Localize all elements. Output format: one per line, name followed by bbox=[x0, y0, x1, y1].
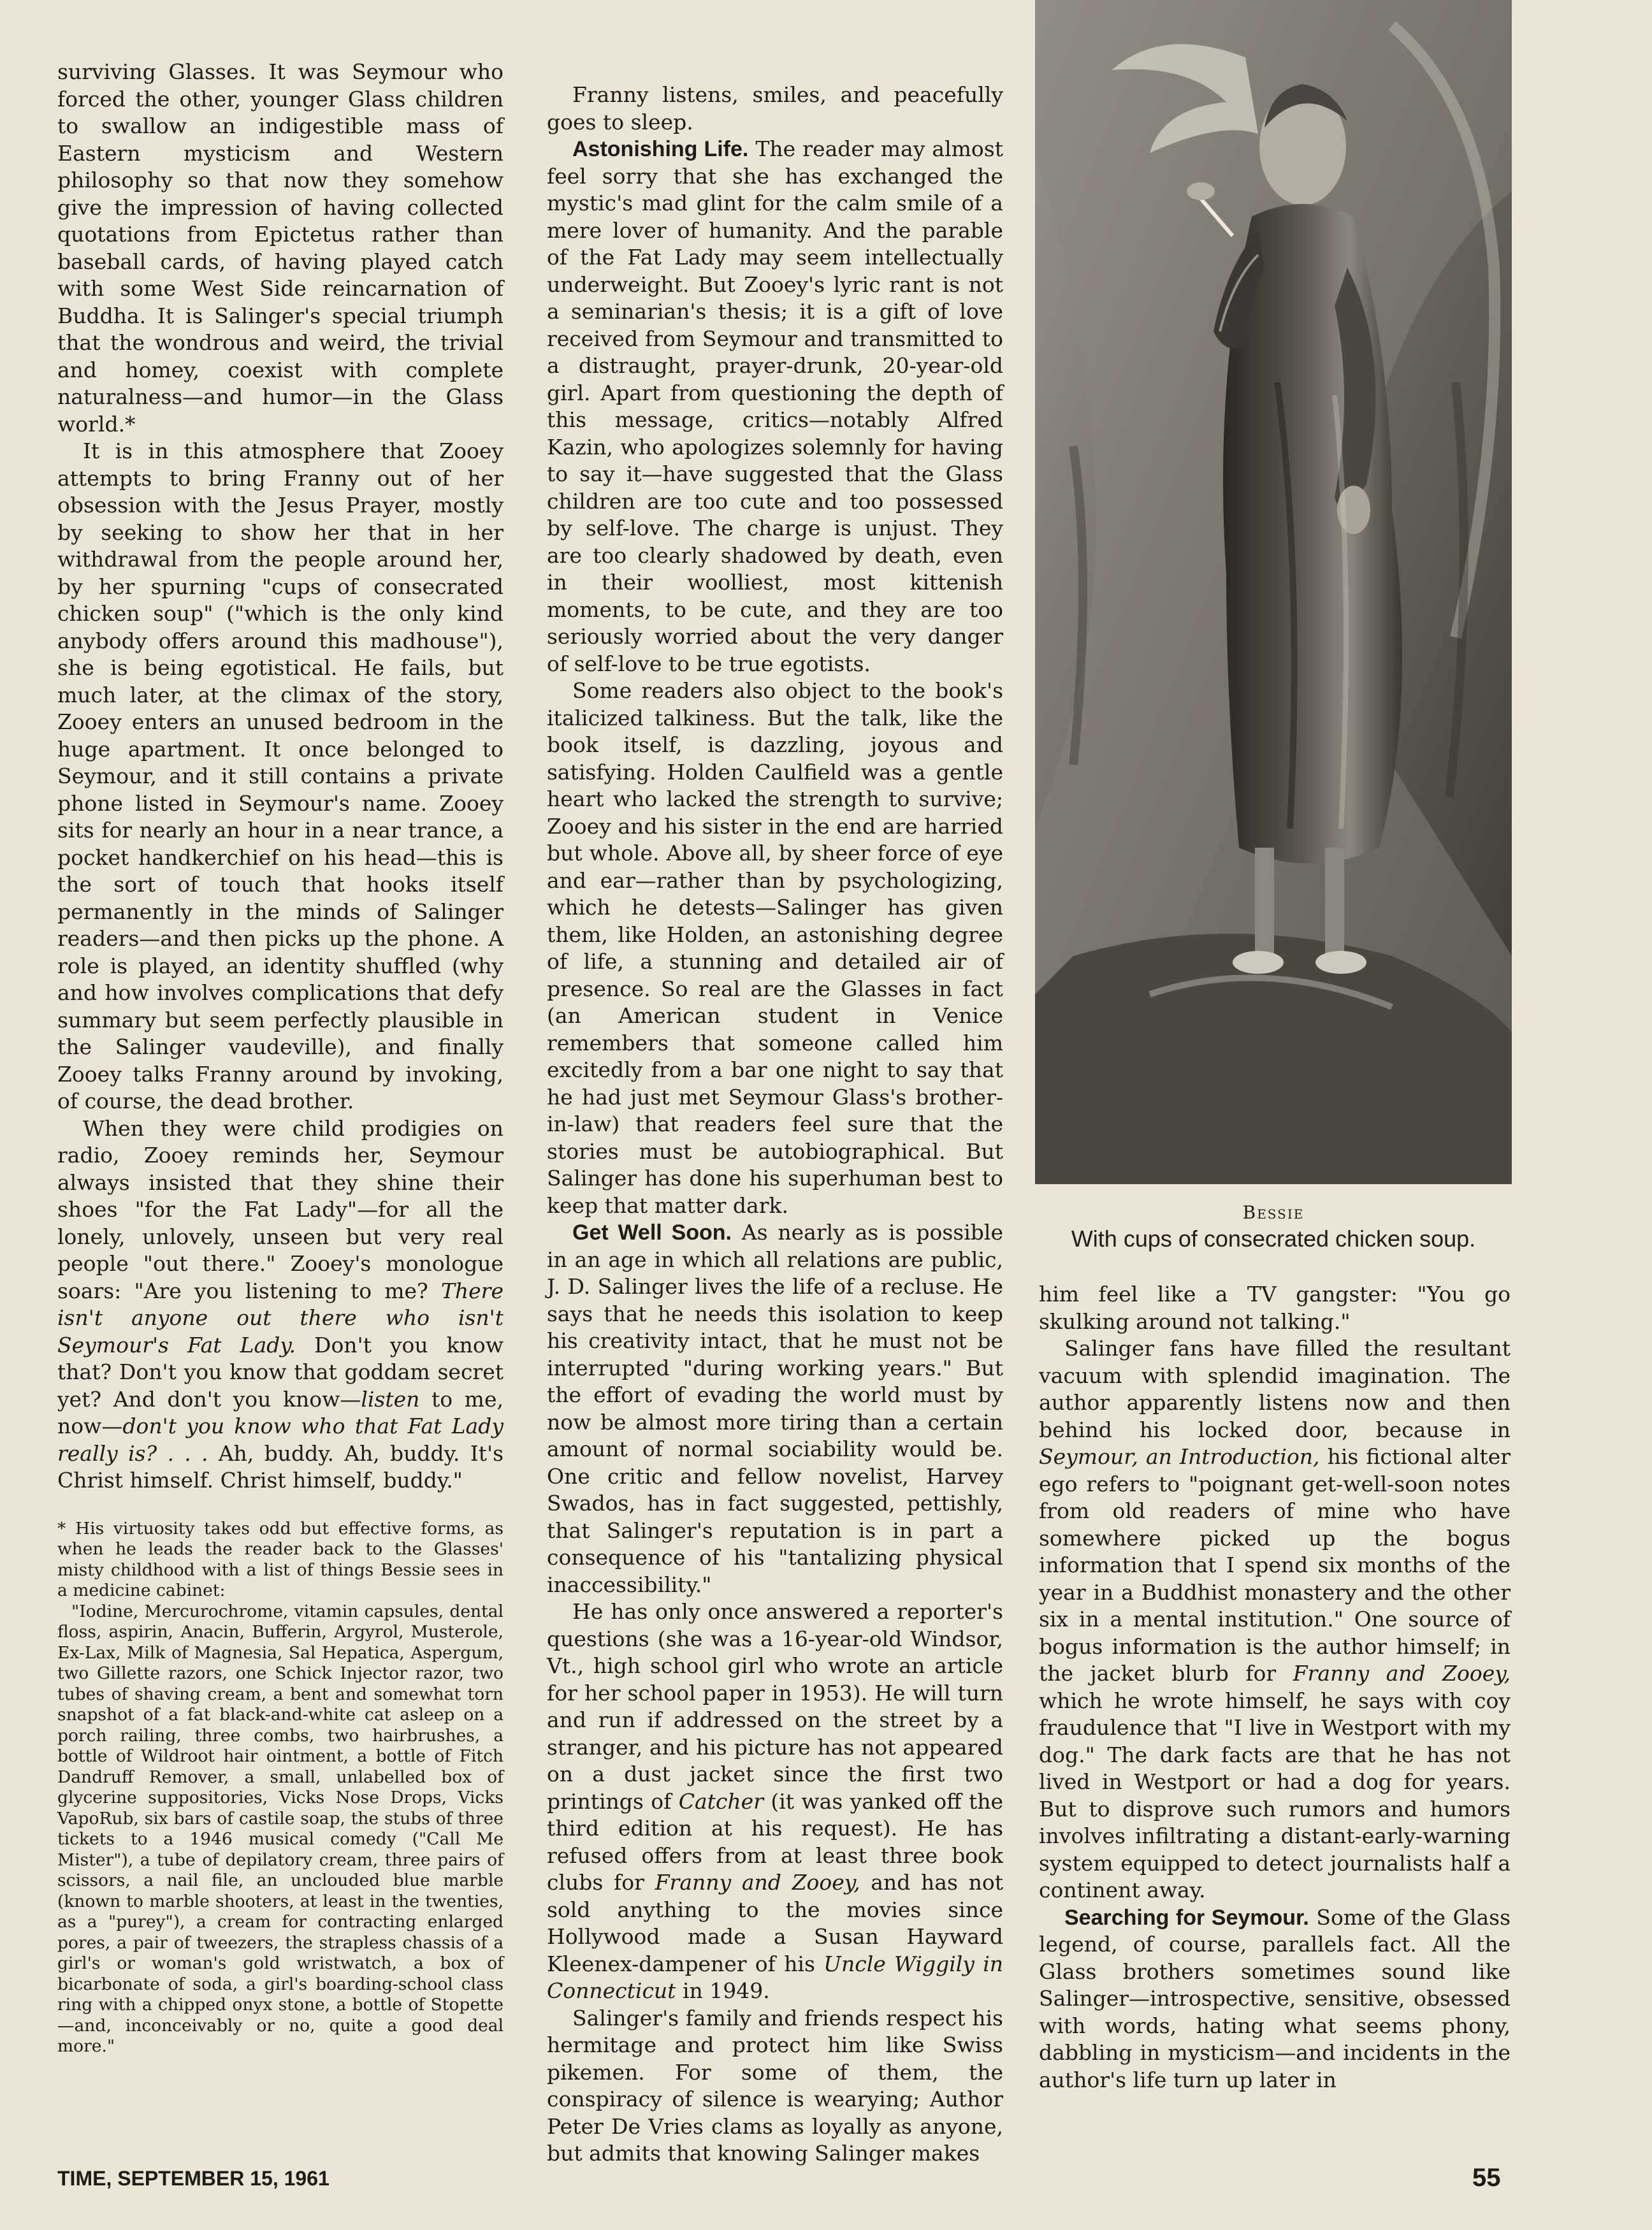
paragraph: him feel like a TV gangster: "You go skulking around not talking." bbox=[1039, 1282, 1511, 1334]
section-heading: Get Well Soon. bbox=[572, 1220, 732, 1245]
page-number: 55 bbox=[1472, 2164, 1501, 2192]
paragraph: surviving Glasses. It was Seymour who forced the other, younger Glass children to swallow an indigestible mass of Eastern mysticism and Western philosophy so that now they somehow give the impression of having collected quotations from Epictetus rather than baseball cards, of having played catch with some West Side reincarnation of Buddha. It is Salinger's special triumph that the wondrous and weird, the trivial and homey, coexist with complete naturalness—and humor—in the Glass world.* bbox=[57, 59, 504, 437]
section-heading: Searching for Seymour. bbox=[1064, 1905, 1309, 1930]
footnote bbox=[57, 1519, 504, 2057]
issue-date: TIME, SEPTEMBER 15, 1961 bbox=[57, 2167, 330, 2190]
paragraph: He has only once answered a reporter's questions (she was a 16-year-old Windsor, Vt., high school girl who wrote an article for her school paper in 1953). He will turn and run if addressed on the street by a stranger, and his picture has not appeared on a dust jacket since the first two printings of Catcher (it was yanked off the third edition at his request). He has refused offers from at least three book clubs for Franny and Zooey, and has not sold anything to the movies since Hollywood made a Susan Hayward Kleenex-dampener of his Uncle Wiggily in Connecticut in 1949. bbox=[547, 1599, 1004, 2003]
paragraph: Astonishing Life. The reader may almost feel sorry that she has exchanged the mystic's mad glint for the calm smile of a mere lover of humanity. And the parable of the Fat Lady may seem intellectually underweight. But Zooey's lyric rant is not a seminarian's thesis; it is a gift of love received from Seymour and transmitted to a distraught, prayer-drunk, 20-year-old girl. Apart from questioning the depth of this message, critics—notably Alfred Kazin, who apologizes solemnly for having to say it—have suggested that the Glass children are too cute and too possessed by self-love. The charge is unjust. They are too clearly shadowed by death, even in their woolliest, most kittenish moments, to be cute, and they are too seriously worried about the very danger of self-love to be true egotists. bbox=[547, 136, 1003, 676]
paragraph: It is in this atmosphere that Zooey attempts to bring Franny out of her obsession with the Jesus Prayer, mostly by seeking to show her that in her withdrawal from the people around her, by her spurning "cups of consecrated chicken soup" ("which is the only kind anybody offers around this madhouse"), she is being egotistical. He fails, but much later, at the climax of the story, Zooey enters an unused bedroom in the huge apartment. It once belonged to Seymour, and it still contains a private phone listed in Seymour's name. Zooey sits for nearly an hour in a near trance, a pocket handkerchief on his head—this is the sort of touch that hooks itself permanently in the minds of Salinger readers—and then picks up the phone. A role is played, an identity shuffled (why and how involves complications that defy summary but seem perfectly plausible in the Salinger vaudeville), and finally Zooey talks Franny around by invoking, of course, the dead brother. bbox=[57, 438, 504, 1113]
column-1 bbox=[57, 59, 504, 2057]
column-2 bbox=[547, 82, 1003, 2168]
paragraph: Salinger fans have filled the resultant vacuum with splendid imagination. The author apparently listens now and then behind his locked door, because in Seymour, an Introduction, his fictional alter ego refers to "poignant get-well-soon notes from old readers of mine who have somewhere picked up the bogus information that I spend six months of the year in a Buddhist monastery and the other six in a mental institution." One source of bogus information is the author himself; in the jacket blurb for Franny and Zooey, which he wrote himself, he says with coy fraudulence that "I live in Westport with my dog." The dark facts are that he has not lived in Westport or had a dog for years. But to disprove such rumors and humors involves infiltrating a distant-early-warning system equipped to detect journalists half a continent away. bbox=[1039, 1336, 1511, 1902]
caption-name: Bessie bbox=[1242, 1202, 1305, 1223]
paragraph: Get Well Soon. As nearly as is possible in an age in which all relations are public, J. D. Salinger lives the life of a recluse. He says that he needs this isolation to keep his creativity intact, that he must not be interrupted "during working years." But the effort of evading the world must by now be almost more tiring than a certain amount of normal sociability would be. One critic and fellow novelist, Harvey Swados, has in fact suggested, pettishly, that Salinger's reputation is in part a consequence of his "tantalizing physical inaccessibility." bbox=[547, 1220, 1003, 1597]
caption-text: With cups of consecrated chicken soup. bbox=[1071, 1226, 1476, 1252]
painting-bessie bbox=[1035, 0, 1512, 1184]
paragraph: Searching for Seymour. Some of the Glass legend, of course, parallels fact. All the Glass brothers sometimes sound like Salinger—introspective, sensitive, obsessed with words, hating what seems phony, dabbling in mysticism—and incidents in the author's life turn up later in bbox=[1039, 1904, 1511, 2092]
paragraph: Salinger's family and friends respect his hermitage and protect him like Swiss pikemen. For some of them, the conspiracy of silence is wearying; Author Peter De Vries clams as loyally as anyone, but admits that knowing Salinger makes bbox=[547, 2005, 1003, 2166]
paragraph: Some readers also object to the book's italicized talkiness. But the talk, like the book itself, is dazzling, joyous and satisfying. Holden Caulfield was a gentle heart who lacked the strength to survive; Zooey and his sister in the end are harried but whole. Above all, by sheer force of eye and ear—rather than by psychologizing, which he detests—Salinger has given them, like Holden, an astonishing degree of life, a stunning and detailed air of presence. So real are the Glasses in fact (an American student in Venice remembers that someone called him excitedly from a bar one night to say that he had just met Seymour Glass's brother-in-law) that readers feel sure that the stories must be autobiographical. But Salinger has done his superhuman best to keep that matter dark. bbox=[547, 678, 1003, 1218]
paragraph: Franny listens, smiles, and peacefully goes to sleep. bbox=[547, 82, 1003, 134]
column-3 bbox=[1039, 1281, 1511, 2094]
footnote-list: "Iodine, Mercurochrome, vitamin capsules, dental floss, aspirin, Anacin, Bufferin, Argyrol, Musterole, Ex-Lax, Milk of Magnesia, Sal Hepatica, Aspergum, two Gillette razors, one Schick Injector razor, two tubes of shaving cream, a bent and somewhat torn snapshot of a fat black-and-white cat asleep on a porch railing, three combs, two hairbrushes, a bottle of Wildroot hair ointment, a bottle of Fitch Dandruff Remover, a small, unlabelled box of glycerine suppositories, Vicks Nose Drops, Vicks VapoRub, six bars of castile soap, the stubs of three tickets to a 1946 musical comedy ("Call Me Mister"), a tube of depilatory cream, three pairs of scissors, a nail file, an unclouded blue marble (known to marble shooters, at least in the twenties, as a "purey"), a cream for contracting enlarged pores, a pair of tweezers, the strapless chassis of a girl's or woman's gold wristwatch, a box of bicarbonate of soda, a girl's boarding-school class ring with a chipped onyx stone, a bottle of Stopette—and, inconceivably or no, quite a good deal more." bbox=[57, 1601, 504, 2056]
paragraph: When they were child prodigies on radio, Zooey reminds her, Seymour always insisted that they shine their shoes "for the Fat Lady"—for all the lonely, unlovely, unseen but very real people "out there." Zooey's monologue soars: "Are you listening to me? There isn't anyone out there who isn't Seymour's Fat Lady. Don't you know that? Don't you know that goddam secret yet? And don't you know—listen to me, now—don't you know who that Fat Lady really is? . . . Ah, buddy. Ah, buddy. It's Christ himself. Christ himself, buddy." bbox=[57, 1115, 504, 1493]
footnote-intro: * His virtuosity takes odd but effective forms, as when he leads the reader back to the Glasses' misty childhood with a list of things Bessie sees in a medicine cabinet: bbox=[57, 1518, 504, 1600]
illustration-caption bbox=[1035, 1202, 1512, 1252]
section-heading: Astonishing Life. bbox=[572, 137, 749, 161]
